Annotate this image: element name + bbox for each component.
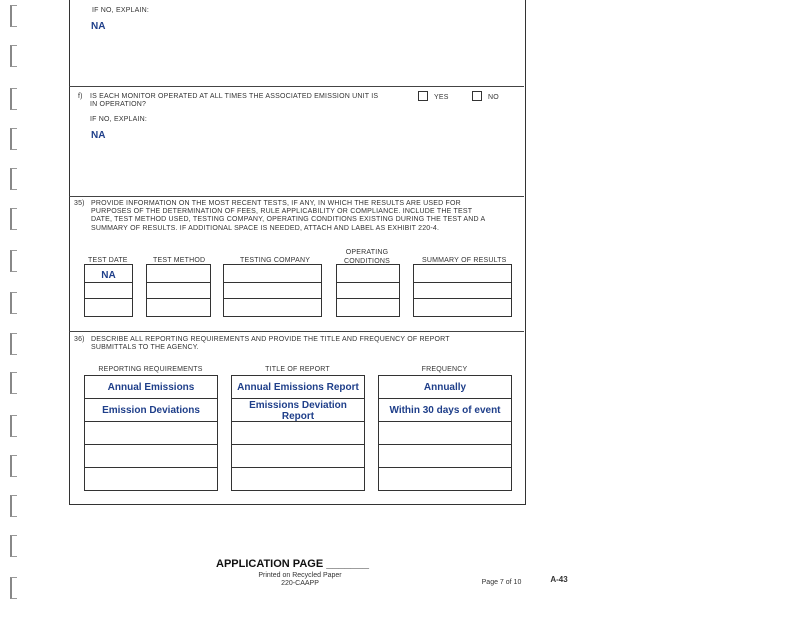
row-divider xyxy=(85,467,217,468)
question-text: PURPOSES OF THE DETERMINATION OF FEES, RULE APPLICABILITY OR COMPLIANCE. INCLUDE THE TEST xyxy=(91,208,473,215)
row-divider xyxy=(232,444,364,445)
section-divider xyxy=(69,86,524,87)
row-divider xyxy=(147,282,210,283)
test-method-column[interactable] xyxy=(146,264,211,317)
column-header-title-of-report: TITLE OF REPORT xyxy=(265,366,330,373)
yes-checkbox[interactable] xyxy=(418,91,428,101)
row-divider xyxy=(414,298,511,299)
row-divider xyxy=(337,282,399,283)
binder-mark xyxy=(10,5,17,27)
row-divider xyxy=(224,282,321,283)
table-cell: Annual Emissions xyxy=(107,382,195,393)
table-cell: Annually xyxy=(423,382,467,393)
question-text: SUMMARY OF RESULTS. IF ADDITIONAL SPACE IS NEEDED, ATTACH AND LABEL AS EXHIBIT 220-4. xyxy=(91,225,440,232)
form-code: 220-CAAPP xyxy=(281,580,319,587)
binder-mark xyxy=(10,45,17,67)
column-header-test-date: TEST DATE xyxy=(88,257,128,264)
yes-label: YES xyxy=(434,94,449,101)
row-divider xyxy=(85,282,132,283)
binder-mark xyxy=(10,372,17,394)
row-divider xyxy=(85,298,132,299)
binder-mark xyxy=(10,88,17,110)
section-divider xyxy=(69,331,524,332)
reporting-requirements-column[interactable] xyxy=(84,375,218,491)
question-text: DESCRIBE ALL REPORTING REQUIREMENTS AND PROVIDE THE TITLE AND FREQUENCY OF REPORT xyxy=(91,336,450,343)
page-number: Page 7 of 10 xyxy=(481,579,522,586)
question-number: 36) xyxy=(74,336,85,343)
row-divider xyxy=(85,421,217,422)
title-of-report-column[interactable] xyxy=(231,375,365,491)
question-number: 35) xyxy=(74,200,85,207)
binder-mark xyxy=(10,208,17,230)
column-header-frequency: FREQUENCY xyxy=(421,366,468,373)
binder-mark xyxy=(10,495,17,517)
operating-conditions-column[interactable] xyxy=(336,264,400,317)
binder-mark xyxy=(10,128,17,150)
binder-mark xyxy=(10,292,17,314)
summary-of-results-column[interactable] xyxy=(413,264,512,317)
binder-mark xyxy=(10,250,17,272)
binder-mark xyxy=(10,577,17,599)
page-id: A-43 xyxy=(550,575,568,584)
recycled-paper-note: Printed on Recycled Paper xyxy=(258,572,342,579)
table-cell: Emission Deviations xyxy=(102,405,200,416)
if-no-explain-label: IF NO, EXPLAIN: xyxy=(92,7,150,14)
frequency-column[interactable] xyxy=(378,375,512,491)
row-divider xyxy=(85,398,217,399)
explanation-answer[interactable]: NA xyxy=(91,130,106,141)
column-header-operating-conditions: OPERATING CONDITIONS xyxy=(344,249,390,265)
question-text: DATE, TEST METHOD USED, TESTING COMPANY, OPERATING CONDITIONS EXISTING DURING THE TEST AND A xyxy=(91,216,486,223)
if-no-explain-label: IF NO, EXPLAIN: xyxy=(90,116,148,123)
column-header-reporting-requirements: REPORTING REQUIREMENTS xyxy=(98,366,203,373)
row-divider xyxy=(414,282,511,283)
no-label: NO xyxy=(488,94,499,101)
table-cell: Within 30 days of event xyxy=(389,405,501,416)
row-divider xyxy=(379,444,511,445)
row-divider xyxy=(337,298,399,299)
binder-mark xyxy=(10,535,17,557)
column-header-test-method: TEST METHOD xyxy=(153,257,206,264)
row-divider xyxy=(85,444,217,445)
column-header-testing-company: TESTING COMPANY xyxy=(240,257,311,264)
explanation-answer[interactable]: NA xyxy=(91,21,106,32)
question-text: IS EACH MONITOR OPERATED AT ALL TIMES THE ASSOCIATED EMISSION UNIT IS xyxy=(90,93,379,100)
table-cell: Annual Emissions Report xyxy=(237,382,359,393)
question-text: SUBMITTALS TO THE AGENCY. xyxy=(91,344,199,351)
binder-mark xyxy=(10,415,17,437)
section-divider xyxy=(69,196,524,197)
question-number: f) xyxy=(78,93,83,100)
row-divider xyxy=(379,398,511,399)
binder-mark xyxy=(10,455,17,477)
row-divider xyxy=(147,298,210,299)
binder-mark xyxy=(10,333,17,355)
row-divider xyxy=(379,467,511,468)
question-text: IN OPERATION? xyxy=(90,101,147,108)
table-cell: Emissions Deviation Report xyxy=(249,400,347,422)
row-divider xyxy=(379,421,511,422)
column-header-summary-of-results: SUMMARY OF RESULTS xyxy=(422,257,507,264)
row-divider xyxy=(232,467,364,468)
row-divider xyxy=(232,398,364,399)
application-page-title: APPLICATION PAGE _______ xyxy=(216,558,370,570)
binder-mark xyxy=(10,168,17,190)
test-date-column[interactable] xyxy=(84,264,133,317)
row-divider xyxy=(224,298,321,299)
testing-company-column[interactable] xyxy=(223,264,322,317)
question-text: PROVIDE INFORMATION ON THE MOST RECENT TESTS, IF ANY, IN WHICH THE RESULTS ARE USED FOR xyxy=(91,200,461,207)
no-checkbox[interactable] xyxy=(472,91,482,101)
table-cell: NA xyxy=(101,270,116,281)
